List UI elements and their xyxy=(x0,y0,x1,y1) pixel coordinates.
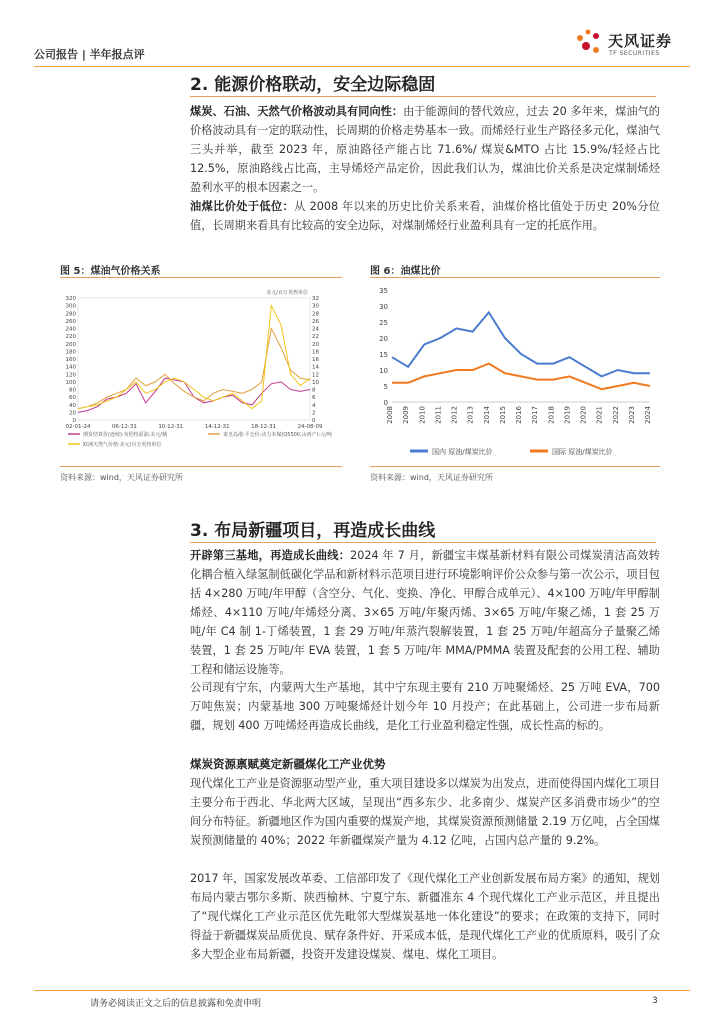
figure-5-source: 资料来源：wind，天风证券研究所 xyxy=(60,473,183,482)
legend-label: 国内 原油/煤炭比价 xyxy=(432,448,493,456)
y-left-tick: 120 xyxy=(65,372,76,379)
y-right-tick: 18 xyxy=(312,349,319,356)
y-right-tick: 26 xyxy=(312,318,319,325)
section-3-divider xyxy=(190,542,656,543)
x-tick: 2011 xyxy=(434,406,443,424)
para-lead: 煤炭、石油、天然气价格波动具有同向性： xyxy=(190,105,404,118)
x-tick: 2018 xyxy=(547,406,556,424)
y-left-tick: 180 xyxy=(65,349,76,356)
y-right-tick: 22 xyxy=(312,334,319,341)
para-text: 从 2008 年以来的历史比价关系来看，油煤价格比值处于历史 20%分位值，长周期来看具有比较高的安全边际，对煤制烯烃行业盈利具有一定的托底作用。 xyxy=(190,200,660,232)
footer-divider xyxy=(34,990,690,991)
y-right-tick: 32 xyxy=(312,296,319,302)
legend-label: 国际 原油/煤炭比价 xyxy=(552,448,613,456)
y-left-tick: 160 xyxy=(65,357,76,363)
y-tick: 15 xyxy=(379,351,388,359)
y-left-tick: 200 xyxy=(65,341,76,348)
y-right-tick: 28 xyxy=(312,311,319,318)
section-2-paragraph-2 xyxy=(190,197,660,235)
y-left-tick: 100 xyxy=(65,379,76,386)
y-left-tick: 40 xyxy=(69,402,76,409)
section-3-paragraph-1 xyxy=(190,546,660,679)
x-tick: 2009 xyxy=(402,406,411,424)
legend-label: 欧洲天然气价格:美元/百万英热单位 xyxy=(83,442,162,448)
y-right-tick: 16 xyxy=(312,357,319,363)
figure-5-chart xyxy=(60,282,342,460)
x-tick: 2017 xyxy=(531,406,540,424)
para-text: 由于能源间的替代效应，过去 20 多年来，煤油气的价格波动具有一定的联动性，长周期的价格走势基本一致。而烯烃行业生产路径多元化，煤油气三头并举，截至 2023 年，原油路径产能占比 71.6%/ 煤炭&MTO 占比 15.9%/轻烃占比 12.5%，原油路线占比高，主导烯烃产品定价，因此我们认为，煤油比价关系是决定煤制烯烃盈利水平的根本因素之一。 xyxy=(190,105,660,194)
section-3-title: 3. 布局新疆项目，再造成长曲线 xyxy=(190,521,436,541)
para-text: 2024 年 7 月，新疆宝丰煤基新材料有限公司煤炭清洁高效转化耦合植入绿氢制低碳化学品和新材料示范项目进行环境影响评价公众参与第一次公示，项目包括 4×280 万吨/年甲醇（含空分、气化、变换、净化、甲醇合成单元）、4×100 万吨/年甲醇制烯烃、4×110 万吨/年烯烃分离、3×65 万吨/年聚丙烯、3×65 万吨/年聚乙烯，1 套 25 万吨/年 C4 制 1-丁烯装置，1 套 29 万吨/年蒸汽裂解装置，1 套 25 万吨/年超高分子量聚乙烯装置，1 套 25 万吨/年 EVA 装置，1 套 5 万吨/年 MMA/PMMA 装置及配套的公用工程、辅助工程和储运设施等。 xyxy=(190,549,660,676)
y-right-tick: 12 xyxy=(312,372,319,379)
section-3-subheading: 煤炭资源禀赋奠定新疆煤化工产业优势 xyxy=(190,757,386,771)
y-tick: 10 xyxy=(379,367,388,375)
figure-6-divider xyxy=(370,277,660,278)
y-left-tick: 0 xyxy=(72,418,76,424)
x-tick: 18-12-31 xyxy=(251,424,277,430)
x-tick: 2021 xyxy=(595,406,604,424)
x-tick: 2023 xyxy=(627,406,636,424)
y-left-tick: 140 xyxy=(65,364,76,371)
series-line xyxy=(392,312,650,376)
figure-6-bottom-divider xyxy=(370,466,660,467)
section-3-paragraph-3 xyxy=(190,774,660,850)
brand-name: 天风证券 xyxy=(608,32,673,50)
x-tick: 02-01-24 xyxy=(65,424,91,430)
y-tick: 5 xyxy=(383,383,388,391)
x-tick: 2016 xyxy=(515,406,523,424)
y-right-tick: 6 xyxy=(312,395,316,402)
section-2-paragraph-1 xyxy=(190,102,660,197)
section-2-title: 2. 能源价格联动，安全边际稳固 xyxy=(190,75,436,95)
para-text: 公司现有宁东，内蒙两大生产基地，其中宁东现主要有 210 万吨聚烯烃、25 万吨 EVA，700 万吨焦炭；内蒙基地 300 万吨聚烯烃计划今年 10 月投产；在此基础上，公司进一步布局新疆，规划 400 万吨烯烃再造成长曲线，是化工行业盈利稳定性强，成长性高的标的。 xyxy=(190,681,660,732)
figure-6-source: 资料来源：wind，天风证券研究所 xyxy=(370,473,493,482)
x-tick: 2015 xyxy=(498,406,507,424)
y-left-tick: 300 xyxy=(65,303,76,310)
y-left-tick: 60 xyxy=(69,395,76,402)
y-tick: 20 xyxy=(379,335,388,343)
report-type: 公司报告 | 半年报点评 xyxy=(34,48,145,61)
figure-6-chart xyxy=(370,282,660,460)
y-right-tick: 10 xyxy=(312,379,319,386)
para-lead: 油煤比价处于低位： xyxy=(190,200,295,213)
y-left-tick: 280 xyxy=(65,311,76,318)
y-left-tick: 80 xyxy=(69,387,76,394)
figure-6-title: 图 6：油煤比价 xyxy=(370,266,441,277)
figure-5-divider xyxy=(60,277,342,278)
y-tick: 30 xyxy=(379,303,388,311)
y-right-tick: 2 xyxy=(312,410,316,417)
page-number: 3 xyxy=(652,996,658,1006)
x-tick: 2008 xyxy=(386,406,394,424)
figure-5-title: 图 5：煤油气价格关系 xyxy=(60,266,161,277)
y-tick: 35 xyxy=(379,287,388,295)
x-tick: 2024 xyxy=(644,406,652,424)
x-tick: 2022 xyxy=(611,406,620,424)
y-tick: 0 xyxy=(383,399,388,407)
section-3-paragraph-2 xyxy=(190,678,660,735)
y-right-tick: 8 xyxy=(312,387,316,394)
section-3-paragraph-4 xyxy=(190,869,660,964)
series-line xyxy=(392,364,650,390)
para-lead: 开辟第三基地，再造成长曲线： xyxy=(190,549,351,562)
y-right-tick: 24 xyxy=(312,326,319,333)
x-tick: 2012 xyxy=(450,406,459,424)
header-divider xyxy=(34,66,690,67)
x-tick: 2010 xyxy=(418,406,427,424)
y-left-tick: 220 xyxy=(65,334,76,341)
y-left-tick: 240 xyxy=(65,326,76,333)
x-tick: 14-12-31 xyxy=(204,424,230,430)
x-tick: 2019 xyxy=(563,406,572,424)
y-right-tick: 20 xyxy=(312,341,319,348)
section-2-divider xyxy=(190,96,656,97)
para-text: 2017 年，国家发展改革委、工信部印发了《现代煤化工产业创新发展布局方案》的通知，规划布局内蒙古鄂尔多斯、陕西榆林、宁夏宁东、新疆准东 4 个现代煤化工产业示范区，并且提出了“现代煤化工产业示范区优先毗邻大型煤炭基地一体化建设”的要求；在政策的支持下，同时得益于新疆煤炭品质优良、赋存条件好、开采成本低，是现代煤化工产业的优质原料，吸引了众多大型企业布局新疆，投资开发建设煤炭、煤电、煤化工项目。 xyxy=(190,872,660,961)
legend-label: 期货结算价(连续):布伦特原油:美元/桶 xyxy=(83,432,167,438)
y-right-tick: 30 xyxy=(312,303,319,310)
footer-disclaimer: 请务必阅读正文之后的信息披露和免责申明 xyxy=(90,999,262,1009)
plot-area xyxy=(78,298,310,420)
para-text: 现代煤化工产业是资源驱动型产业，重大项目建设多以煤炭为出发点，进而使得国内煤化工项目主要分布于西北、华北两大区域，呈现出“西多东少、北多南少、煤炭产区多消费市场少”的空间分布特征。新疆地区作为国内重要的煤炭产地，其煤炭资源预测储量 2.19 万亿吨，占全国煤炭预测储量的 40%；2022 年新疆煤炭产量为 4.12 亿吨，占国内总产量的 9.2%。 xyxy=(190,777,660,847)
x-tick: 24-08-09 xyxy=(297,424,323,430)
y-left-tick: 260 xyxy=(65,318,76,325)
x-tick: 06-12-31 xyxy=(111,424,137,430)
y-left-tick: 20 xyxy=(69,410,76,417)
x-tick: 10-12-31 xyxy=(158,424,184,430)
y-right-tick: 0 xyxy=(312,418,316,424)
brand-name-en: TF SECURITIES xyxy=(609,50,660,57)
legend-label: 秦皇岛港:平仓价:动力末煤(Q5500,山西产):元/吨 xyxy=(223,432,332,438)
x-tick: 2014 xyxy=(482,406,491,424)
y-right-tick: 14 xyxy=(312,364,319,371)
y-left-tick: 320 xyxy=(65,296,76,302)
y-right-tick: 4 xyxy=(312,402,316,409)
figure-5-bottom-divider xyxy=(60,466,342,467)
right-axis-units: 美元/百万英热单位 xyxy=(266,290,308,296)
x-tick: 2013 xyxy=(466,406,475,424)
y-tick: 25 xyxy=(379,319,388,327)
x-tick: 2020 xyxy=(579,406,588,424)
